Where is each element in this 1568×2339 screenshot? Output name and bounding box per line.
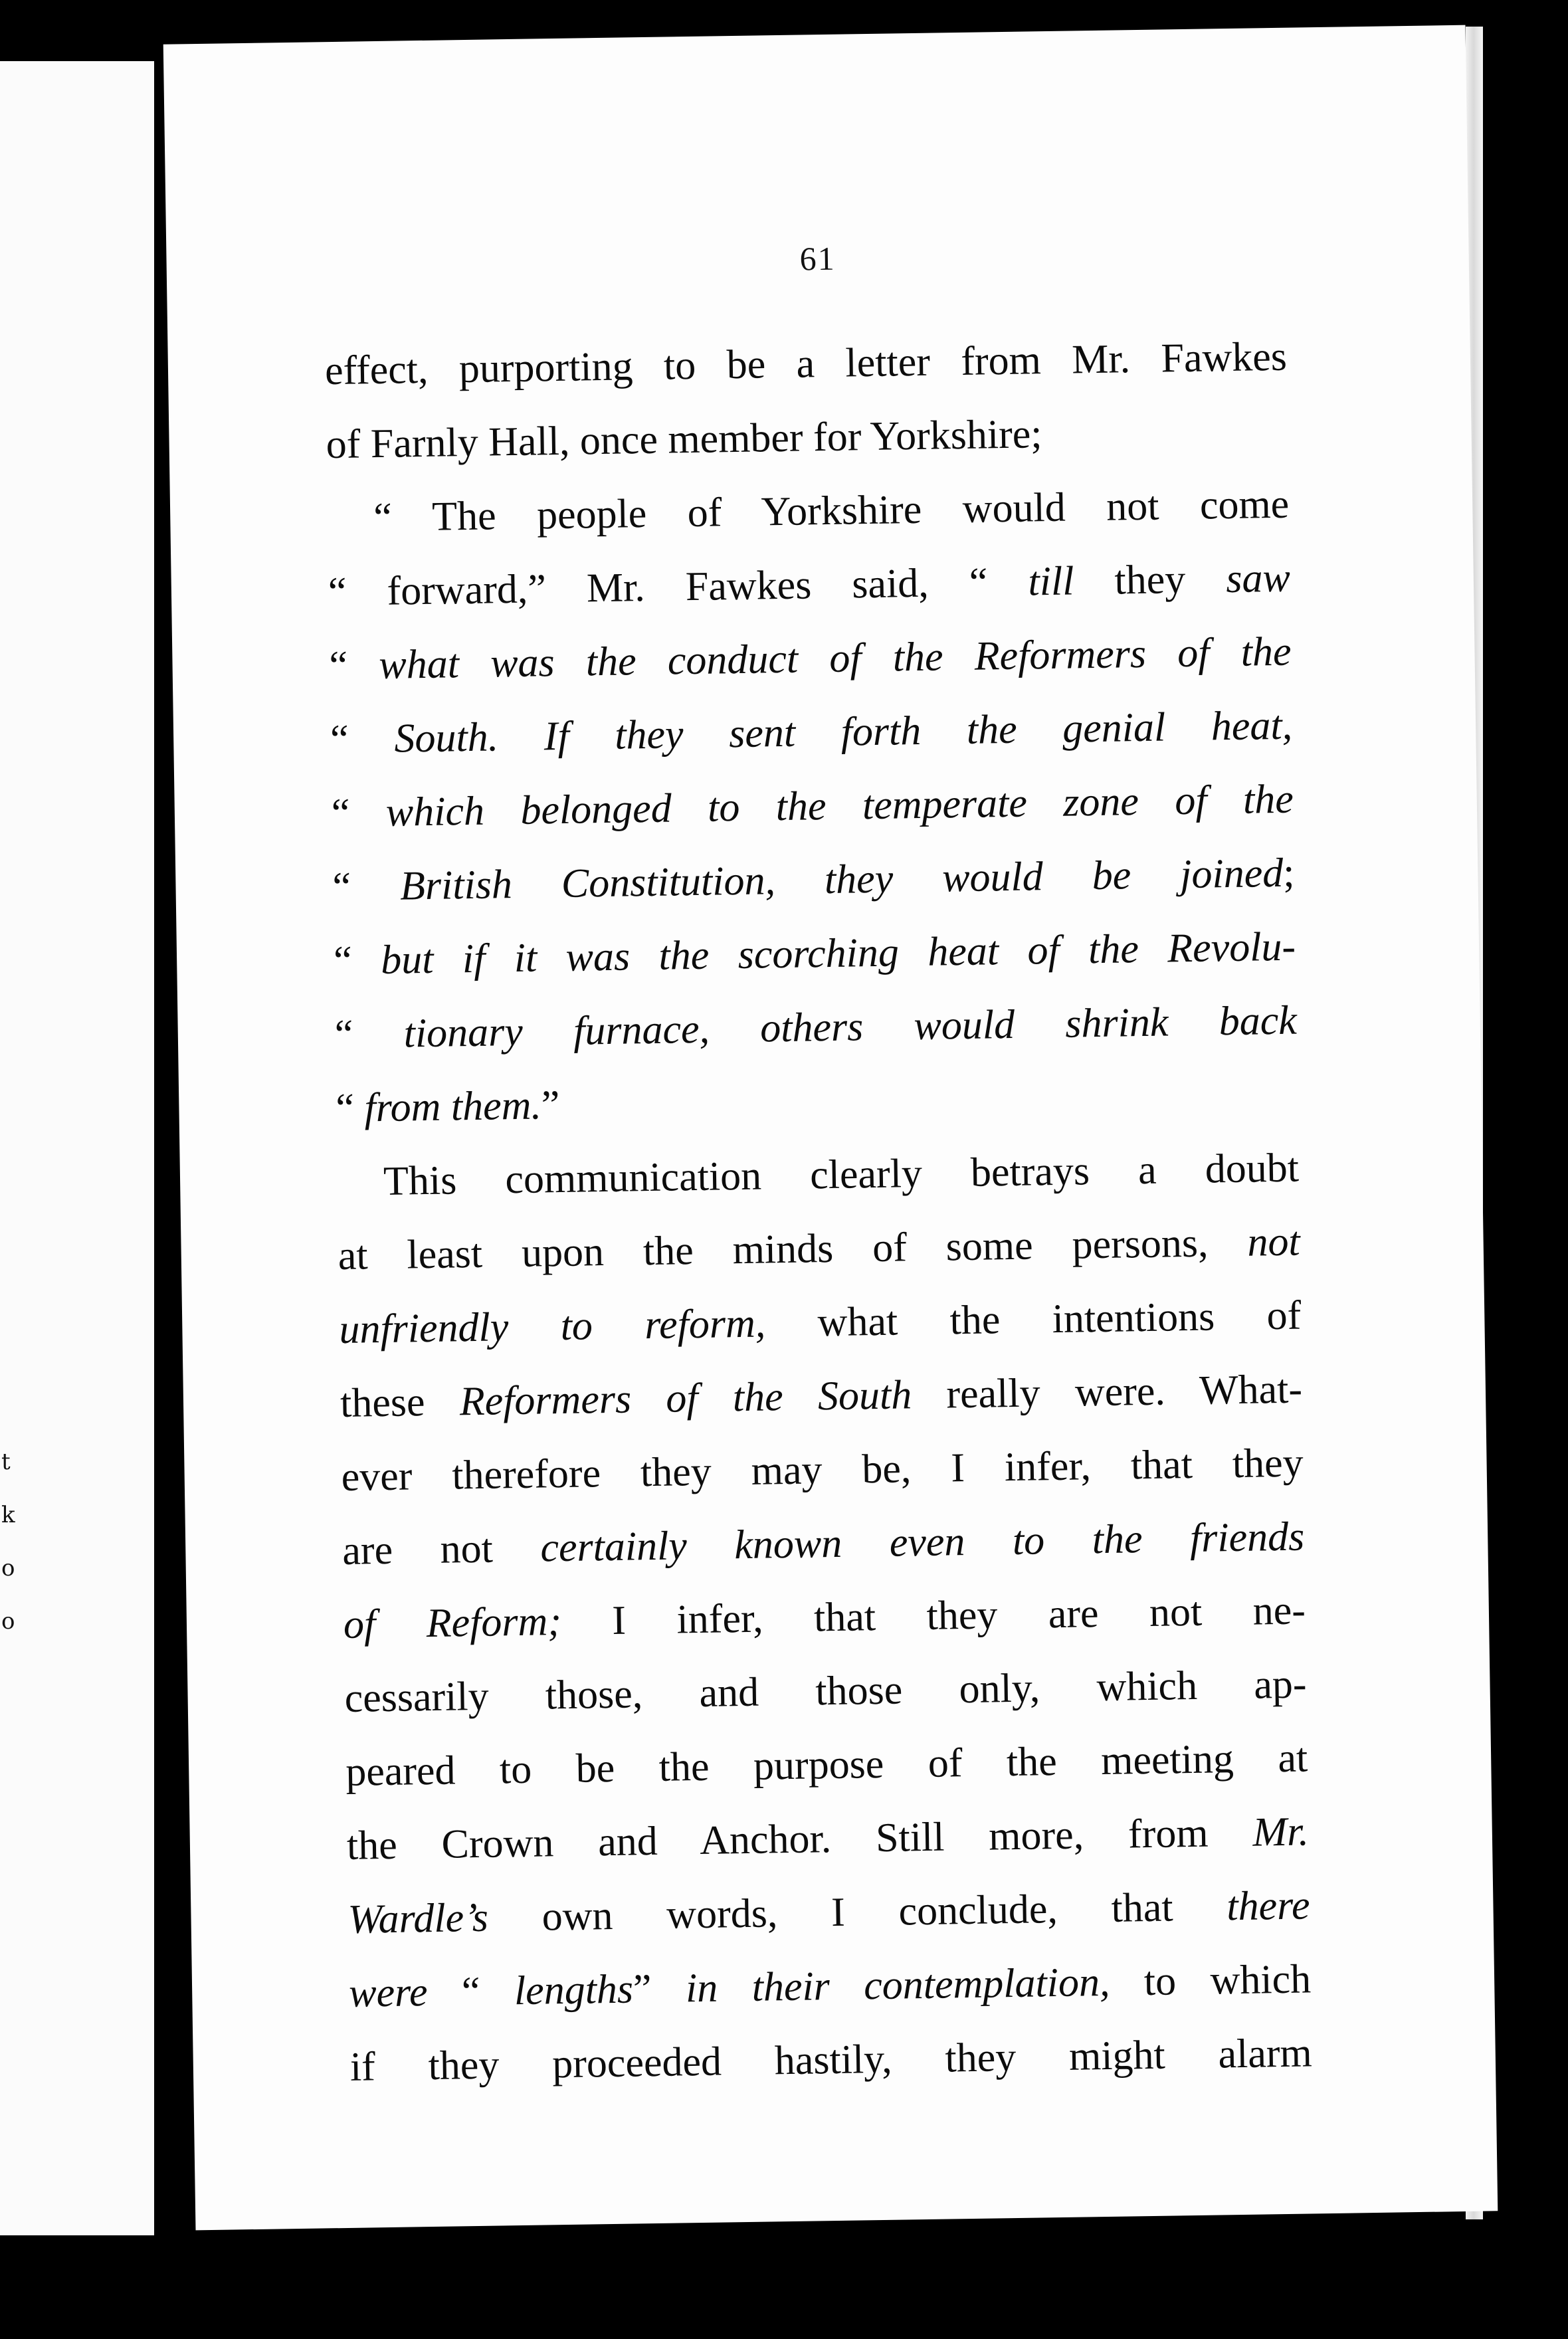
text-run: effect, purporting to be a letter from Mr. Fawkes xyxy=(324,334,1288,394)
text-run: “ The people of Yorkshire would not come xyxy=(373,481,1290,541)
right-page xyxy=(163,25,1498,2231)
text-run: ” xyxy=(541,1082,560,1128)
left-page-edge-text xyxy=(0,1449,40,1967)
text-run: “ xyxy=(333,938,381,984)
text-run: ; xyxy=(1282,850,1295,896)
text-run: they xyxy=(1073,556,1226,604)
italic-text-run: Reformers of the South xyxy=(459,1372,912,1425)
italic-text-run: of Reform; xyxy=(343,1599,562,1647)
body-text xyxy=(324,320,1312,2104)
text-run: “ xyxy=(334,1011,405,1058)
page-number: 61 xyxy=(799,239,836,278)
text-run: what the intentions of xyxy=(765,1292,1302,1346)
text-line xyxy=(336,1132,1299,1219)
text-run: ” xyxy=(633,1966,686,2012)
text-run: “ xyxy=(331,789,387,837)
italic-text-run: in their contemplation, xyxy=(685,1959,1110,2011)
italic-text-run: South. If they sent forth the genial heat, xyxy=(393,702,1293,762)
text-run: if they proceeded hastily, they might alarm xyxy=(349,2030,1313,2090)
text-line xyxy=(331,763,1294,851)
italic-text-run: unfriendly to reform, xyxy=(338,1300,766,1353)
text-run: “ xyxy=(330,716,395,763)
text-line xyxy=(326,468,1289,556)
text-line xyxy=(338,1205,1300,1293)
text-run: “ xyxy=(329,643,379,689)
text-line xyxy=(348,1942,1311,2030)
text-line xyxy=(345,1721,1308,1809)
text-line xyxy=(341,1427,1304,1514)
italic-text-run: lengths xyxy=(514,1966,634,2014)
text-run: “ xyxy=(332,863,401,910)
text-line xyxy=(342,1500,1305,1587)
italic-text-run: were xyxy=(348,1970,428,2016)
text-run: “ xyxy=(335,1085,365,1132)
text-line xyxy=(326,394,1288,482)
edge-glyph: o xyxy=(1,1608,15,1635)
text-run: are not xyxy=(342,1525,541,1574)
text-line xyxy=(328,542,1290,629)
text-run: cessarily those, and those only, which ap- xyxy=(344,1661,1308,1721)
italic-text-run: till xyxy=(1027,558,1074,605)
text-line xyxy=(349,2016,1312,2104)
text-run: the Crown and Anchor. Still more, from xyxy=(346,1809,1253,1869)
text-line xyxy=(330,689,1292,777)
text-run: to which xyxy=(1109,1956,1312,2005)
text-line xyxy=(332,837,1295,924)
italic-text-run: what was the conduct of the Reformers of the xyxy=(378,629,1292,688)
text-line xyxy=(343,1574,1306,1661)
text-run: “ forward,” Mr. Fawkes said, “ xyxy=(328,559,1029,615)
text-run: I infer, that they are not ne- xyxy=(561,1587,1306,1645)
text-run: these xyxy=(340,1379,460,1426)
italic-text-run: British Constitution, they would be joined xyxy=(399,850,1284,909)
text-line xyxy=(333,910,1296,998)
edge-glyph: o xyxy=(1,1555,15,1581)
italic-text-run: Mr. xyxy=(1252,1809,1310,1855)
italic-text-run: saw xyxy=(1225,555,1291,602)
italic-text-run: from them. xyxy=(364,1082,542,1131)
text-run: peared to be the purpose of the meeting at xyxy=(345,1735,1308,1795)
italic-text-run: tionary furnace, others would shrink back xyxy=(403,997,1298,1057)
edge-glyph: k xyxy=(1,1502,15,1528)
text-line xyxy=(336,1058,1298,1146)
text-run: at least upon the minds of some persons, xyxy=(338,1219,1248,1279)
text-line xyxy=(329,615,1292,703)
text-line xyxy=(347,1869,1310,1956)
italic-text-run: not xyxy=(1246,1219,1301,1265)
italic-text-run: which belonged to the temperate zone of the xyxy=(385,776,1294,835)
text-line xyxy=(346,1795,1309,1882)
text-run: This communication clearly betrays a doubt xyxy=(383,1145,1300,1204)
italic-text-run: there xyxy=(1226,1882,1310,1930)
italic-text-run: certainly known even to the friends xyxy=(539,1514,1305,1571)
text-run: of Farnly Hall, once member for Yorkshire; xyxy=(326,411,1042,468)
italic-text-run: Wardle’s xyxy=(347,1894,489,1942)
text-line xyxy=(324,320,1287,408)
text-line xyxy=(339,1279,1302,1367)
text-line xyxy=(340,1353,1302,1441)
text-run: own words, I conclude, that xyxy=(488,1884,1227,1940)
text-run: really were. What- xyxy=(911,1366,1303,1418)
text-line xyxy=(344,1647,1307,1735)
text-run: “ xyxy=(427,1968,515,2015)
edge-glyph: t xyxy=(1,1449,11,1475)
text-line xyxy=(334,984,1297,1072)
text-run: ever therefore they may be, I infer, that they xyxy=(341,1440,1304,1500)
italic-text-run: but if it was the scorching heat of the Revolu- xyxy=(380,924,1296,983)
